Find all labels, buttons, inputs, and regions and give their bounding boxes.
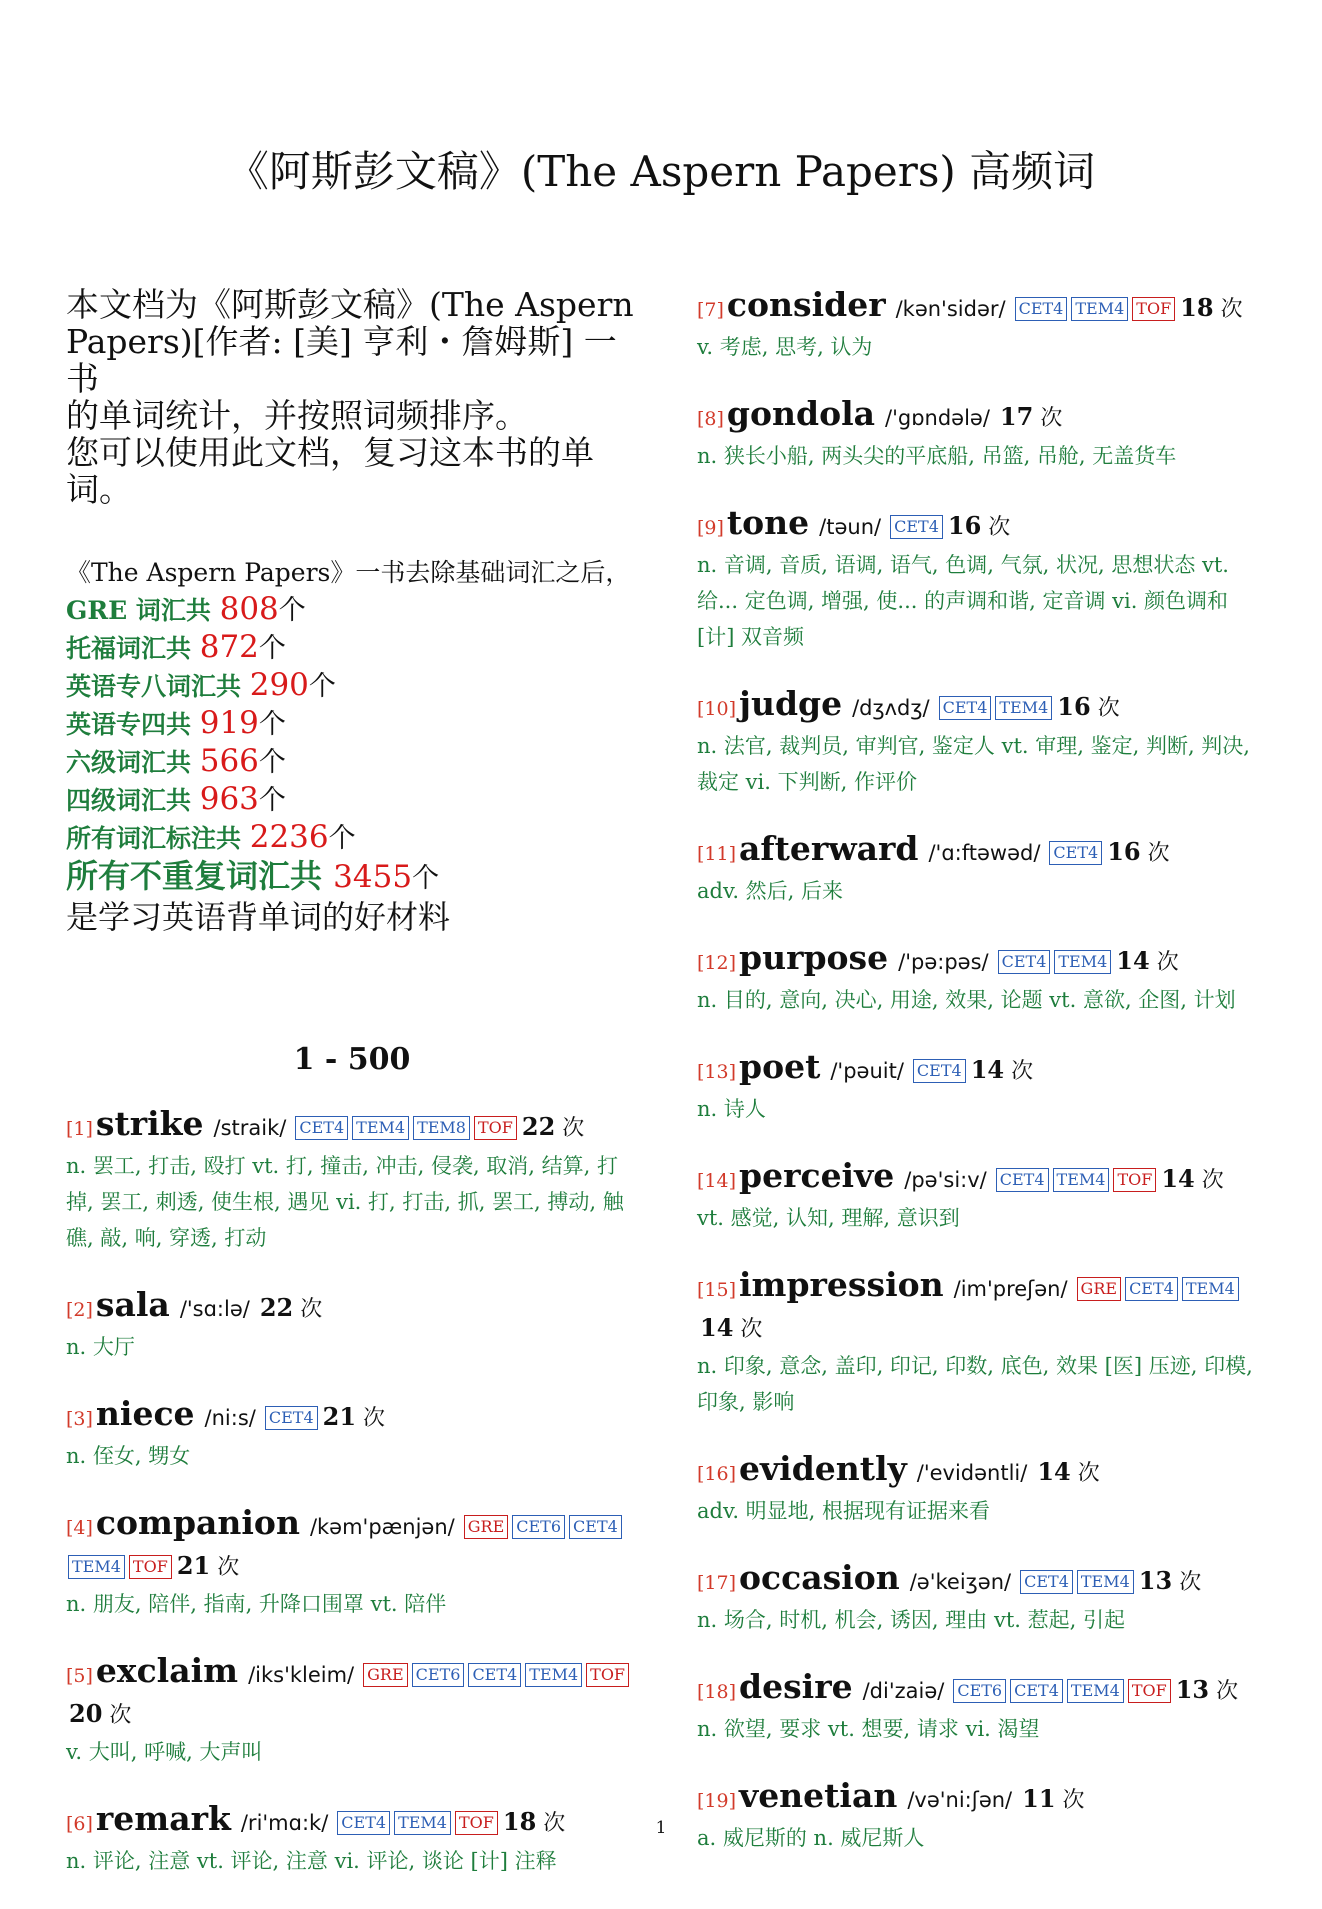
entry-word: impression — [739, 1265, 944, 1304]
exam-tag: CET4 — [1049, 841, 1102, 865]
entry-index: [4] — [66, 1517, 93, 1539]
word-entry — [697, 685, 1269, 800]
intro-line: 本文档为《阿斯彭文稿》(The Aspern — [66, 285, 634, 324]
exam-tag: GRE — [363, 1663, 408, 1687]
entry-count: 14 — [1116, 946, 1150, 975]
entry-count: 18 — [1180, 293, 1214, 322]
times-label: 次 — [1201, 1168, 1224, 1193]
entry-count: 14 — [1161, 1164, 1195, 1193]
entry-phonetic: /kəm'pænjən/ — [309, 1515, 455, 1539]
entry-index: [9] — [697, 517, 724, 539]
times-label: 次 — [217, 1555, 240, 1580]
entry-index: [16] — [697, 1463, 737, 1485]
intro-line: 词。 — [66, 470, 132, 509]
entry-head — [697, 286, 1269, 329]
word-entry — [697, 1157, 1269, 1236]
exam-tag: CET4 — [1015, 297, 1068, 321]
entry-count: 22 — [259, 1293, 294, 1322]
exam-tag: CET4 — [265, 1406, 318, 1430]
entry-definition: n. 印象, 意念, 盖印, 印记, 印数, 底色, 效果 [医] 压迹, 印模, 印象, 影响 — [697, 1354, 1253, 1414]
exam-tag: TEM4 — [1071, 297, 1128, 321]
stat-value: 566 — [199, 743, 259, 779]
entry-count: 16 — [947, 511, 982, 540]
entry-definition: adv. 然后, 后来 — [697, 879, 844, 903]
entry-phonetic: /və'ni:ʃən/ — [907, 1788, 1013, 1812]
entry-word: companion — [95, 1503, 300, 1542]
times-label: 次 — [109, 1703, 132, 1728]
times-label: 次 — [1179, 1570, 1202, 1595]
word-entry — [697, 1777, 1269, 1856]
entry-definition: v. 大叫, 呼喊, 大声叫 — [66, 1740, 263, 1764]
exam-tag: TEM4 — [352, 1116, 409, 1140]
left-column — [66, 286, 638, 1909]
entry-phonetic: /'ɑ:ftəwəd/ — [928, 841, 1041, 865]
exam-tag: TOF — [1132, 297, 1175, 321]
entry-word: desire — [739, 1667, 853, 1706]
intro-line: 您可以使用此文档，复习这本书的单 — [66, 433, 594, 472]
stat-tem8: 英语专八词汇共 290个 — [66, 667, 336, 703]
entry-index: [7] — [697, 299, 724, 321]
exam-tag: TEM4 — [1182, 1277, 1239, 1301]
word-entry — [66, 1504, 638, 1622]
exam-tag: CET4 — [998, 950, 1051, 974]
exam-tag: CET4 — [1020, 1570, 1073, 1594]
entry-count: 13 — [1175, 1675, 1210, 1704]
stat-value: 290 — [249, 667, 309, 703]
entry-word: strike — [95, 1104, 204, 1143]
word-entry — [66, 1395, 638, 1474]
word-entry — [697, 830, 1269, 909]
entry-definition: n. 罢工, 打击, 殴打 vt. 打, 撞击, 冲击, 侵袭, 取消, 结算, 打掉, 罢工, 刺透, 使生根, 遇见 vi. 打, 打击, 抓, 罢工, 搏动, 触礁, 敲, 响, 穿透, 打动 — [66, 1154, 624, 1250]
stats-outro: 是学习英语背单词的好材料 — [66, 898, 451, 936]
word-entry — [697, 1450, 1269, 1529]
entry-phonetic: /di'zaiə/ — [862, 1679, 945, 1703]
entry-head — [66, 1105, 638, 1148]
exam-tag: CET4 — [939, 696, 992, 720]
entry-head — [66, 1652, 638, 1734]
word-entry — [697, 395, 1269, 474]
exam-tag: CET4 — [295, 1116, 348, 1140]
times-label: 次 — [1156, 950, 1179, 975]
word-entry — [697, 939, 1269, 1018]
stat-cet6: 六级词汇共 566个 — [66, 743, 286, 779]
entry-definition: n. 欲望, 要求 vt. 想要, 请求 vi. 渴望 — [697, 1717, 1040, 1741]
exam-tag: TEM8 — [413, 1116, 470, 1140]
entry-phonetic: /straik/ — [213, 1116, 287, 1140]
times-label: 次 — [1097, 696, 1120, 721]
entry-index: [6] — [66, 1813, 93, 1835]
range-heading: 1 - 500 — [293, 1042, 411, 1077]
word-list-right — [697, 286, 1269, 1856]
entry-count: 16 — [1057, 692, 1091, 721]
entry-phonetic: /'pə:pəs/ — [898, 950, 989, 974]
exam-tag: CET4 — [1125, 1277, 1178, 1301]
entry-head — [697, 1450, 1269, 1493]
entry-head — [697, 1266, 1269, 1348]
stat-gre: GRE 词汇共 808个 — [66, 591, 306, 627]
stat-value: 3455 — [333, 859, 413, 895]
entry-word: remark — [95, 1799, 231, 1838]
entry-definition: n. 评论, 注意 vt. 评论, 注意 vi. 评论, 谈论 [计] 注释 — [66, 1849, 557, 1873]
entry-phonetic: /im'preʃən/ — [953, 1277, 1068, 1301]
entry-definition: n. 狭长小船, 两头尖的平底船, 吊篮, 吊舱, 无盖货车 — [697, 444, 1177, 468]
entry-index: [19] — [697, 1790, 737, 1812]
times-label: 次 — [562, 1116, 585, 1141]
stat-all-tagged: 所有词汇标注共 2236个 — [66, 819, 356, 855]
entry-definition: n. 朋友, 陪伴, 指南, 升降口围罩 vt. 陪伴 — [66, 1592, 447, 1616]
stat-toefl: 托福词汇共 872个 — [66, 629, 286, 665]
entry-word: tone — [726, 503, 810, 542]
entry-index: [5] — [66, 1665, 93, 1687]
times-label: 次 — [740, 1317, 763, 1342]
entry-index: [3] — [66, 1408, 93, 1430]
exam-tag: CET6 — [512, 1515, 565, 1539]
times-label: 次 — [543, 1811, 566, 1836]
stat-cet4: 四级词汇共 963个 — [66, 781, 286, 817]
entry-definition: vt. 感觉, 认知, 理解, 意识到 — [697, 1206, 960, 1230]
word-entry — [66, 1800, 638, 1879]
entry-head — [697, 685, 1269, 728]
entry-count: 18 — [502, 1807, 537, 1836]
entry-head — [697, 1559, 1269, 1602]
exam-tag: TOF — [455, 1811, 498, 1835]
entry-head — [697, 1157, 1269, 1200]
entry-definition: v. 考虑, 思考, 认为 — [697, 335, 873, 359]
entry-word: perceive — [739, 1156, 895, 1195]
entry-definition: adv. 明显地, 根据现有证据来看 — [697, 1499, 991, 1523]
exam-tag: TEM4 — [1077, 1570, 1134, 1594]
times-label: 次 — [300, 1297, 323, 1322]
word-entry — [697, 1559, 1269, 1638]
exam-tag: TEM4 — [1053, 1168, 1110, 1192]
word-entry — [697, 286, 1269, 365]
entry-head — [697, 395, 1269, 438]
exam-tag: TEM4 — [1054, 950, 1111, 974]
times-label: 次 — [1220, 297, 1243, 322]
word-entry — [66, 1652, 638, 1770]
entry-definition: a. 威尼斯的 n. 威尼斯人 — [697, 1826, 925, 1850]
entry-head — [697, 504, 1269, 547]
intro-line: Papers)[作者: [美] 亨利・詹姆斯] 一书 — [66, 322, 617, 398]
exam-tag: CET4 — [569, 1515, 622, 1539]
entry-word: gondola — [726, 394, 876, 433]
stat-value: 919 — [199, 705, 259, 741]
entry-word: venetian — [739, 1776, 898, 1815]
exam-tag: CET4 — [468, 1663, 521, 1687]
entry-count: 11 — [1022, 1784, 1056, 1813]
word-entry — [697, 1266, 1269, 1420]
exam-tag: TEM4 — [1067, 1679, 1124, 1703]
entry-count: 14 — [1037, 1457, 1071, 1486]
entry-word: evidently — [739, 1449, 907, 1488]
exam-tag: CET4 — [1010, 1679, 1063, 1703]
entry-head — [697, 939, 1269, 982]
entry-head — [697, 1048, 1269, 1091]
entry-word: occasion — [739, 1558, 900, 1597]
vocab-stats — [66, 554, 638, 936]
entry-index: [1] — [66, 1118, 93, 1140]
word-entry — [66, 1105, 638, 1256]
exam-tag: CET6 — [412, 1663, 465, 1687]
page-title: 《阿斯彭文稿》(The Aspern Papers) 高频词 — [226, 147, 1096, 196]
times-label: 次 — [1077, 1461, 1100, 1486]
times-label: 次 — [1147, 841, 1170, 866]
entry-word: poet — [739, 1047, 821, 1086]
entry-word: consider — [726, 285, 886, 324]
exam-tag: GRE — [1077, 1277, 1122, 1301]
times-label: 次 — [1062, 1788, 1085, 1813]
entry-index: [18] — [697, 1681, 737, 1703]
entry-phonetic: /ni:s/ — [204, 1406, 256, 1430]
word-list-left — [66, 1105, 638, 1879]
entry-phonetic: /'gɒndələ/ — [885, 406, 990, 430]
entry-word: afterward — [739, 829, 919, 868]
entry-count: 17 — [999, 402, 1034, 431]
exam-tag: CET4 — [890, 515, 943, 539]
exam-tag: TEM4 — [995, 696, 1052, 720]
entry-index: [13] — [697, 1061, 737, 1083]
entry-definition: n. 目的, 意向, 决心, 用途, 效果, 论题 vt. 意欲, 企图, 计划 — [697, 988, 1236, 1012]
entry-head — [697, 1777, 1269, 1820]
times-label: 次 — [1040, 406, 1063, 431]
word-entry — [697, 1048, 1269, 1127]
entry-definition: n. 大厅 — [66, 1335, 135, 1359]
times-label: 次 — [1011, 1059, 1034, 1084]
entry-definition: n. 法官, 裁判员, 审判官, 鉴定人 vt. 审理, 鉴定, 判断, 判决, 裁定 vi. 下判断, 作评价 — [697, 734, 1250, 794]
entry-head — [697, 830, 1269, 873]
entry-count: 14 — [700, 1313, 734, 1342]
entry-index: [12] — [697, 952, 737, 974]
entry-index: [14] — [697, 1170, 737, 1192]
exam-tag: TEM4 — [68, 1555, 125, 1579]
entry-definition: n. 侄女, 甥女 — [66, 1444, 191, 1468]
entry-definition: n. 诗人 — [697, 1097, 766, 1121]
stats-intro: 《The Aspern Papers》一书去除基础词汇之后， — [66, 558, 631, 587]
stat-value: 808 — [219, 591, 279, 627]
entry-phonetic: /ə'keiʒən/ — [909, 1570, 1012, 1594]
entry-phonetic: /'pəuit/ — [830, 1059, 904, 1083]
entry-phonetic: /dʒʌdʒ/ — [852, 696, 930, 720]
entry-head — [66, 1504, 638, 1586]
entry-phonetic: /kən'sidər/ — [895, 297, 1006, 321]
entry-word: judge — [739, 684, 843, 723]
entry-count: 21 — [322, 1402, 357, 1431]
word-entry — [66, 1286, 638, 1365]
entry-index: [2] — [66, 1299, 93, 1321]
exam-tag: CET4 — [996, 1168, 1049, 1192]
exam-tag: TOF — [474, 1116, 517, 1140]
exam-tag: CET4 — [337, 1811, 390, 1835]
entry-phonetic: /pə'si:v/ — [904, 1168, 987, 1192]
entry-index: [17] — [697, 1572, 737, 1594]
entry-phonetic: /ri'mɑ:k/ — [240, 1811, 329, 1835]
entry-phonetic: /təun/ — [819, 515, 882, 539]
entry-index: [10] — [697, 698, 737, 720]
exam-tag: TOF — [129, 1555, 172, 1579]
stat-value: 963 — [199, 781, 259, 817]
exam-tag: TOF — [586, 1663, 629, 1687]
entry-count: 21 — [176, 1551, 211, 1580]
stat-unique: 所有不重复词汇共 3455个 — [66, 857, 440, 895]
exam-tag: TEM4 — [525, 1663, 582, 1687]
entry-count: 14 — [970, 1055, 1005, 1084]
stat-tem4: 英语专四共 919个 — [66, 705, 286, 741]
entry-head — [66, 1286, 638, 1329]
exam-tag: CET4 — [913, 1059, 966, 1083]
entry-phonetic: /'sɑ:lə/ — [179, 1297, 250, 1321]
entry-count: 20 — [69, 1699, 103, 1728]
entry-head — [66, 1395, 638, 1438]
entry-count: 13 — [1138, 1566, 1173, 1595]
entry-word: purpose — [739, 938, 889, 977]
page-number: 1 — [655, 1818, 667, 1838]
entry-word: niece — [95, 1394, 195, 1433]
exam-tag: CET6 — [953, 1679, 1006, 1703]
entry-count: 16 — [1107, 837, 1141, 866]
right-column — [697, 286, 1269, 1886]
times-label: 次 — [1216, 1679, 1239, 1704]
word-entry — [697, 1668, 1269, 1747]
entry-definition: n. 场合, 时机, 机会, 诱因, 理由 vt. 惹起, 引起 — [697, 1608, 1125, 1632]
times-label: 次 — [988, 515, 1011, 540]
entry-head — [697, 1668, 1269, 1711]
entry-word: sala — [95, 1285, 170, 1324]
entry-phonetic: /iks'kleim/ — [248, 1663, 355, 1687]
entry-index: [15] — [697, 1279, 737, 1301]
times-label: 次 — [363, 1406, 386, 1431]
entry-phonetic: /'evidəntli/ — [916, 1461, 1028, 1485]
exam-tag: TOF — [1128, 1679, 1171, 1703]
entry-count: 22 — [521, 1112, 556, 1141]
intro-paragraph — [66, 286, 638, 508]
entry-word: exclaim — [95, 1651, 239, 1690]
entry-index: [8] — [697, 408, 724, 430]
intro-line: 的单词统计，并按照词频排序。 — [66, 396, 528, 435]
exam-tag: TEM4 — [394, 1811, 451, 1835]
entry-definition: n. 音调, 音质, 语调, 语气, 色调, 气氛, 状况, 思想状态 vt. 给... 定色调, 增强, 使... 的声调和谐, 定音调 vi. 颜色调和 [计] 双音频 — [697, 553, 1229, 649]
stat-value: 872 — [199, 629, 259, 665]
exam-tag: GRE — [464, 1515, 509, 1539]
stat-value: 2236 — [249, 819, 329, 855]
exam-tag: TOF — [1113, 1168, 1156, 1192]
word-entry — [697, 504, 1269, 655]
entry-index: [11] — [697, 843, 737, 865]
